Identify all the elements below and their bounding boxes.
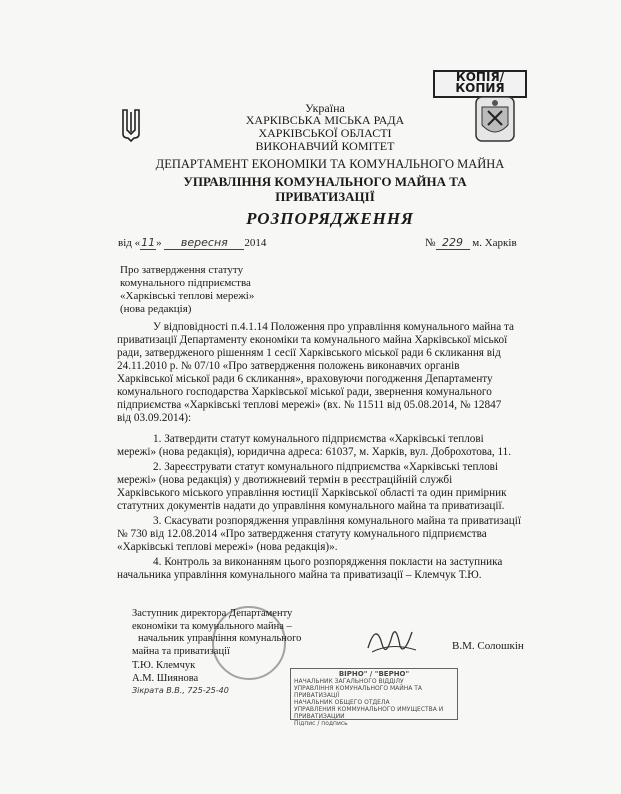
preamble-line: Харківської міської ради 6 скликання», враховуючи погодження Департаменту (117, 373, 493, 385)
contact-info: Зікрата В.В., 725-25-40 (132, 686, 229, 695)
department-name: ДЕПАРТАМЕНТ ЕКОНОМІКИ ТА КОМУНАЛЬНОГО МАЙНА (155, 157, 505, 171)
orders-list (117, 433, 547, 582)
verified-line: УПРАВЛЕНИЯ КОММУНАЛЬНОГО ИМУЩЕСТВА И ПРИВАТИЗАЦИИ (294, 706, 444, 720)
order-line: начальника управління комунального майна та приватизації – Клемчук Т.Ю. (117, 569, 482, 581)
subject-line: (нова редакція) (120, 303, 192, 315)
order-line: 4. Контроль за виконанням цього розпорядження покласти на заступника (153, 556, 503, 568)
country-name: Україна (305, 101, 345, 115)
kharkiv-coat-of-arms-icon (470, 95, 520, 143)
document-title: РОЗПОРЯДЖЕННЯ (246, 209, 414, 228)
copy-stamp (433, 70, 527, 98)
ukraine-trident-icon (120, 108, 142, 142)
order-line: статутних документів надати до управління комунального майна та приватизації. (117, 500, 505, 512)
number-line (425, 236, 517, 250)
order-item (117, 556, 547, 582)
preamble-line: У відповідності п.4.1.14 Положення про управління комунального майна та (153, 321, 515, 333)
order-number: 229 (436, 236, 470, 250)
approvals-block (132, 660, 282, 698)
directorate-line1: УПРАВЛІННЯ КОМУНАЛЬНОГО МАЙНА ТА (183, 174, 467, 189)
signatory-position (132, 608, 332, 658)
position-line: економіки та комунального майна – (132, 620, 292, 632)
verified-sign: Підпис / подпись (294, 720, 348, 727)
copy-stamp-line1: КОПІЯ/ (455, 70, 505, 84)
date-line (118, 236, 318, 250)
position-line: Заступник директора Департаменту (132, 608, 293, 619)
verified-line: УПРАВЛІННЯ КОМУНАЛЬНОГО МАЙНА ТА ПРИВАТИЗАЦІЇ (294, 685, 423, 699)
handwritten-signature-icon (362, 618, 420, 662)
order-item (117, 515, 547, 554)
preamble-line: приватизації Департаменту економіки та комунального майна Харківської міської (117, 334, 508, 346)
region-name: ХАРКІВСЬКОЇ ОБЛАСТІ (258, 126, 392, 140)
position-line: начальник управління комунального (138, 633, 302, 644)
date-mid: » (156, 237, 162, 249)
order-line: 1. Затвердити статут комунального підприємства «Харківські теплові (153, 433, 484, 445)
verified-line: НАЧАЛЬНИК ОБЩЕГО ОТДЕЛА (294, 699, 390, 706)
order-item (117, 461, 547, 513)
committee-name: ВИКОНАВЧИЙ КОМІТЕТ (255, 139, 395, 153)
preamble-line: від 03.09.2014): (117, 412, 192, 424)
position-line: майна та приватизації (132, 645, 230, 657)
subject-line: «Харківські теплові мережі» (120, 290, 255, 302)
preamble-line: підприємства «Харківські теплові мережі» (вх. № 11511 від 05.08.2014, № 12847 (117, 399, 502, 411)
order-line: «Харківські теплові мережі» (нова редакція)». (117, 541, 338, 553)
order-line: мережі» (нова редакція), юридична адреса: 61037, м. Харків, вул. Доброхотова, 11. (117, 446, 512, 458)
verified-stamp (290, 668, 458, 727)
date-day: 11 (141, 236, 156, 249)
order-line: 3. Скасувати розпорядження управління комунального майна та приватизації (153, 515, 522, 527)
subject-block (120, 264, 320, 316)
preamble-paragraph (117, 321, 547, 425)
preamble-line: комунального господарства Харківської міської ради, звернення комунального (117, 386, 492, 398)
date-prefix: від « (118, 237, 141, 249)
city-name: м. Харків (472, 237, 517, 249)
executor-name: А.М. Шиянова (132, 672, 199, 684)
preamble-line: ради, затвердженого рішенням 1 сесії Харківського міської ради 6 скликання від (117, 347, 501, 359)
copy-stamp-line2: КОПИЯ (455, 81, 505, 95)
date-month: вересня (164, 236, 244, 250)
directorate-line2: ПРИВАТИЗАЦІЇ (275, 189, 375, 204)
council-name: ХАРКІВСЬКА МІСЬКА РАДА (245, 113, 405, 127)
signatory-name: В.М. Солошкін (452, 640, 524, 652)
order-item (117, 433, 547, 459)
order-line: Харківського міського управління юстиції Харківської області та один примірник (117, 487, 507, 499)
order-line: мережі» (нова редакція) у двотижневий термін в реєстраційній службі (117, 474, 453, 486)
number-prefix: № (425, 237, 436, 249)
verified-line: НАЧАЛЬНИК ЗАГАЛЬНОГО ВІДДІЛУ (294, 678, 404, 685)
date-year: 2014 (244, 237, 267, 249)
order-line: 2. Зареєструвати статут комунального підприємства «Харківські теплові (153, 461, 499, 473)
subject-line: Про затвердження статуту (120, 264, 244, 276)
preamble-line: 24.11.2010 р. № 07/10 «Про затвердження положень виконавчих органів (117, 360, 460, 372)
approver-name: Т.Ю. Клемчук (132, 660, 196, 671)
verified-label: ВІРНО" / "ВЕРНО" (338, 670, 410, 678)
subject-line: комунального підприємства (120, 277, 251, 289)
order-line: № 730 від 12.08.2014 «Про затвердження статуту комунального підприємства (117, 528, 487, 540)
